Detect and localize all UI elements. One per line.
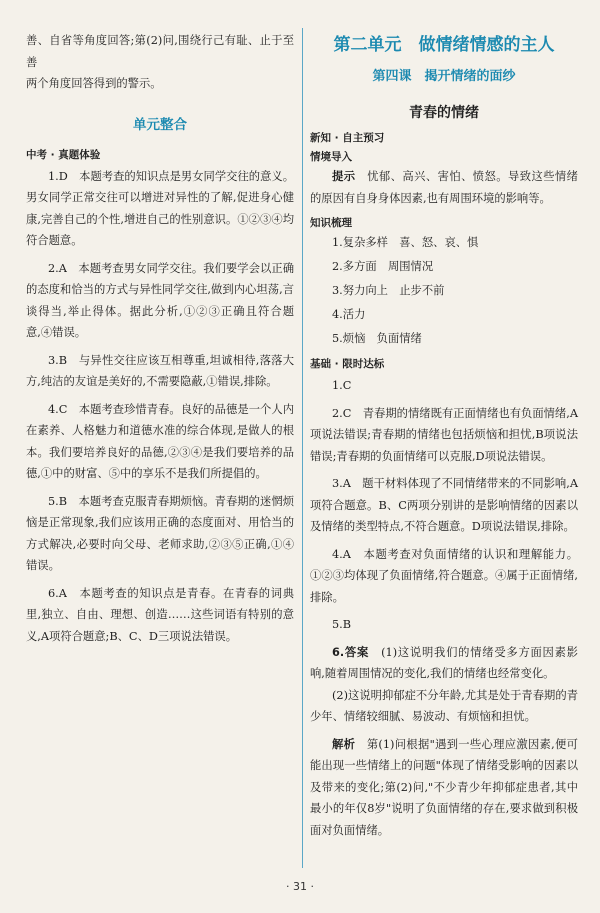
answer-3: 3.A 题干材料体现了不同情绪带来的不同影响,A项符合题意。B、C两项分别讲的是影响情绪的因素以及情绪的类型特点,不符合题意。D项说法错误,排除。 [310, 477, 578, 533]
exam-item-2: 2.A 本题考查男女同学交往。我们要学会以正确的态度和恰当的方式与异性同学交往,做到内心坦荡,言谈得当,举止得体。据此分析,①②③正确且符合题意,④错误。 [26, 261, 294, 339]
basic-head: 基础 · 限时达标 [310, 358, 385, 370]
scene-label: 提示 [332, 170, 356, 183]
scene-paragraph [310, 166, 578, 209]
page-number: · 31 · [286, 880, 314, 893]
exam-section-head: 中考 · 真题体验 [26, 148, 101, 161]
q6-part2: (2)这说明抑郁症不分年龄,尤其是处于青春期的青少年、情绪较细腻、易波动、有烦恼和担忧。 [310, 688, 578, 723]
knowledge-item-2: 2.多方面 周围情况 [332, 260, 434, 273]
q6-answer [310, 642, 578, 685]
new-knowledge-head: 新知 · 自主预习 [310, 132, 385, 144]
exam-item-3: 3.B 与异性交往应该互相尊重,坦诚相待,落落大方,纯洁的友谊是美好的,不需要隐蔽,①错误,排除。 [26, 353, 294, 388]
knowledge-head: 知识梳理 [310, 217, 352, 229]
lesson-title: 第四课 揭开情绪的面纱 [372, 69, 516, 84]
scene-head: 情境导入 [310, 151, 352, 163]
knowledge-item-1: 1.复杂多样 喜、怒、哀、惧 [332, 236, 479, 249]
knowledge-item-4: 4.活力 [332, 308, 366, 321]
q6-label: 6.答案 [332, 645, 370, 659]
knowledge-item-5: 5.烦恼 负面情绪 [332, 332, 422, 345]
intro-line-1: 善、自省等角度回答;第(2)问,围绕行己有耻、止于至善 [26, 34, 294, 69]
intro-line-2: 两个角度回答得到的警示。 [26, 77, 162, 90]
analysis-text: 第(1)问根据"遇到一些心理应激因素,便可能出现一些情绪上的问题"体现了情绪受影响的因素以及带来的变化;第(2)问,"不少青少年抑郁症患者,其中最小的年仅8岁"说明了负面情绪的存在,要求做到积极面对负面情绪。 [310, 737, 578, 837]
unit-title: 第二单元 做情绪情感的主人 [333, 35, 555, 55]
column-divider [302, 28, 303, 868]
left-column [26, 30, 294, 653]
topic-title: 青春的情绪 [409, 105, 479, 121]
answer-4: 4.A 本题考查对负面情绪的认识和理解能力。①②③均体现了负面情绪,符合题意。④属于正面情绪,排除。 [310, 547, 578, 604]
answer-2: 2.C 青春期的情绪既有正面情绪也有负面情绪,A项说法错误;青春期的情绪也包括烦恼和担忧,B项说法错误;青春期的负面情绪可以克服,D项说法错误。 [310, 406, 578, 463]
exam-item-4: 4.C 本题考查珍惜青春。良好的品德是一个人内在素养、人格魅力和道德水准的综合体现,是做人的根本。我们要培养良好的品德,②③④是我们要培养的品德,①中的财富、⑤中的享乐不是我们所提倡的。 [26, 402, 294, 480]
answer-5: 5.B [332, 618, 352, 631]
exam-item-6: 6.A 本题考查的知识点是青春。在青春的词典里,独立、自由、理想、创造……这些词语有特别的意义,A项符合题意;B、C、D三项说法错误。 [26, 586, 294, 643]
analysis-label: 解析 [332, 737, 356, 751]
q6-analysis [310, 734, 578, 842]
unit-summary-title: 单元整合 [133, 116, 187, 133]
exam-item-5: 5.B 本题考查克服青春期烦恼。青春期的迷惘烦恼是正常现象,我们应该用正确的态度面对、用恰当的方式解决,必要时向父母、老师求助,②③⑤正确,①④错误。 [26, 494, 294, 572]
scene-text: 忧郁、高兴、害怕、愤怒。导致这些情绪的原因有自身身体因素,也有周围环境的影响等。 [310, 170, 578, 205]
answer-1: 1.C [332, 379, 352, 392]
exam-item-1: 1.D 本题考查的知识点是男女同学交往的意义。男女同学正常交往可以增进对异性的了解,促进身心健康,完善自己的个性,增进自己的性别意识。①②③④均符合题意。 [26, 169, 294, 247]
right-column [310, 30, 578, 841]
knowledge-item-3: 3.努力向上 止步不前 [332, 284, 445, 297]
q6-part1: (1)这说明我们的情绪受多方面因素影响,随着周围情况的变化,我们的情绪也经常变化。 [310, 645, 578, 680]
